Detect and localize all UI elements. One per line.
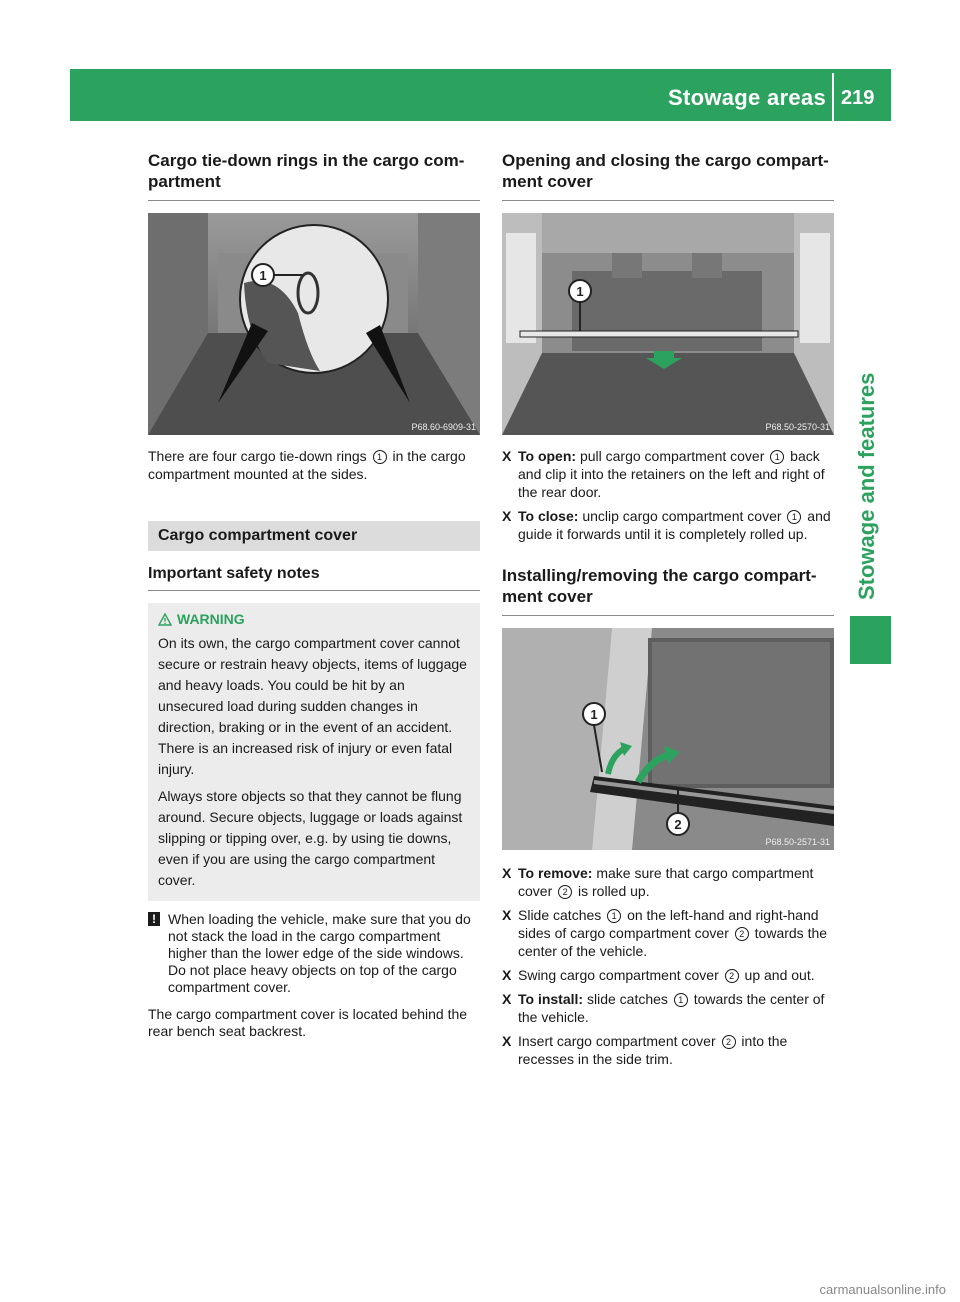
insert-text-b: into the recesses in the side trim.	[518, 1033, 788, 1067]
step-close	[502, 507, 834, 543]
install-text-a: slide catches	[586, 991, 668, 1007]
callout-2: 2	[558, 885, 572, 899]
photo-code: P68.50-2570-31	[765, 422, 830, 432]
intro-text-a: There are four cargo tie-down rings	[148, 448, 367, 464]
step-swing	[502, 966, 834, 984]
left-column	[148, 150, 480, 1040]
step-arrow-icon: X	[502, 967, 512, 983]
photo-code: P68.60-6909-31	[411, 422, 476, 432]
open-close-heading	[502, 150, 834, 201]
callout-1: 1	[787, 510, 801, 524]
callout-2: 2	[722, 1035, 736, 1049]
loading-note	[148, 911, 480, 996]
header-separator	[832, 73, 834, 121]
swing-text-a: Swing cargo compartment cover	[518, 967, 719, 983]
svg-text:2: 2	[674, 817, 682, 832]
callout-1: 1	[607, 909, 621, 923]
install-remove-heading-line1: Installing/removing the cargo compart-	[502, 566, 817, 585]
warning-header	[158, 611, 470, 627]
slide-text-b: on the left-hand and right-hand sides of cargo compartment cover	[518, 907, 819, 941]
open-text-a: pull cargo compartment cover	[579, 448, 765, 464]
install-remove-heading	[502, 565, 834, 616]
remove-text-a: make sure that cargo compartment cover	[518, 865, 814, 899]
close-label: To close:	[518, 508, 579, 524]
install-label: To install:	[518, 991, 584, 1007]
page-header	[70, 69, 891, 121]
callout-2: 2	[735, 927, 749, 941]
svg-text:1: 1	[259, 268, 267, 283]
open-close-heading-line2: ment cover	[502, 172, 593, 191]
step-install	[502, 990, 834, 1026]
watermark-link[interactable]: carmanualsonline.info	[819, 1282, 946, 1297]
right-column	[502, 150, 834, 1074]
close-text-b: and guide it forwards until it is completely rolled up.	[518, 508, 831, 542]
tie-down-intro	[148, 447, 480, 483]
warning-triangle-icon	[158, 613, 172, 626]
side-tab-text: Stowage and features	[854, 372, 879, 600]
step-remove	[502, 864, 834, 900]
open-close-photo	[502, 213, 834, 435]
safety-notes-heading: Important safety notes	[148, 565, 480, 591]
header-title: Stowage areas	[668, 85, 826, 110]
photo-code: P68.50-2571-31	[765, 837, 830, 847]
step-arrow-icon: X	[502, 1033, 512, 1049]
tie-down-heading	[148, 150, 480, 201]
step-slide	[502, 906, 834, 960]
page-number: 219	[841, 87, 875, 109]
svg-text:1: 1	[576, 284, 584, 299]
warning-label: WARNING	[177, 611, 245, 627]
install-text-b: towards the center of the vehicle.	[518, 991, 825, 1025]
remove-text-b: is rolled up.	[578, 883, 650, 899]
step-arrow-icon: X	[502, 865, 512, 881]
loading-note-text: When loading the vehicle, make sure that you do not stack the load in the cargo compartment higher than the lower edge of the side windows. Do not place heavy objects on top of the cargo compartment cover.	[168, 911, 471, 995]
open-text-b: back and clip it into the retainers on the left and right of the rear door.	[518, 448, 825, 500]
install-remove-photo	[502, 628, 834, 850]
tie-down-heading-line1: Cargo tie-down rings in the cargo com-	[148, 151, 465, 170]
callout-1: 1	[373, 450, 387, 464]
intro-text-b: in the cargo compartment mounted at the sides.	[148, 448, 466, 482]
warning-paragraph-2: Always store objects so that they cannot be flung around. Secure objects, luggage or loads against slipping or tipping over, e.g. by using tie downs, even if you are using the cargo compartment cover.	[158, 788, 463, 888]
svg-text:1: 1	[590, 707, 598, 722]
step-insert	[502, 1032, 834, 1068]
step-arrow-icon: X	[502, 907, 512, 923]
cover-location-text: The cargo compartment cover is located behind the rear bench seat backrest.	[148, 1006, 468, 1039]
step-open	[502, 447, 834, 501]
open-close-heading-line1: Opening and closing the cargo compart-	[502, 151, 829, 170]
open-close-steps	[502, 447, 834, 543]
swing-text-b: up and out.	[744, 967, 815, 983]
remove-label: To remove:	[518, 865, 593, 881]
slide-text-c: towards the center of the vehicle.	[518, 925, 828, 959]
exclamation-icon: !	[148, 912, 160, 926]
step-arrow-icon: X	[502, 508, 512, 524]
insert-text-a: Insert cargo compartment cover	[518, 1033, 716, 1049]
open-label: To open:	[518, 448, 577, 464]
callout-2: 2	[725, 969, 739, 983]
side-tab-marker	[850, 616, 891, 664]
cargo-cover-band: Cargo compartment cover	[148, 521, 480, 551]
step-arrow-icon: X	[502, 991, 512, 1007]
side-tab-label	[850, 300, 884, 600]
step-arrow-icon: X	[502, 448, 512, 464]
install-remove-steps	[502, 864, 834, 1068]
tie-down-heading-line2: partment	[148, 172, 221, 191]
slide-text-a: Slide catches	[518, 907, 602, 923]
callout-1: 1	[770, 450, 784, 464]
warning-box	[148, 603, 480, 901]
close-text-a: unclip cargo compartment cover	[582, 508, 782, 524]
callout-1: 1	[674, 993, 688, 1007]
tie-down-rings-photo	[148, 213, 480, 435]
install-remove-heading-line2: ment cover	[502, 587, 593, 606]
warning-paragraph-1: On its own, the cargo compartment cover cannot secure or restrain heavy objects, items of luggage and heavy loads. You could be hit by an unsecured load during sudden changes in direction, braking or in the event of an accident. There is an increased risk of injury or even fatal injury.	[158, 635, 467, 777]
